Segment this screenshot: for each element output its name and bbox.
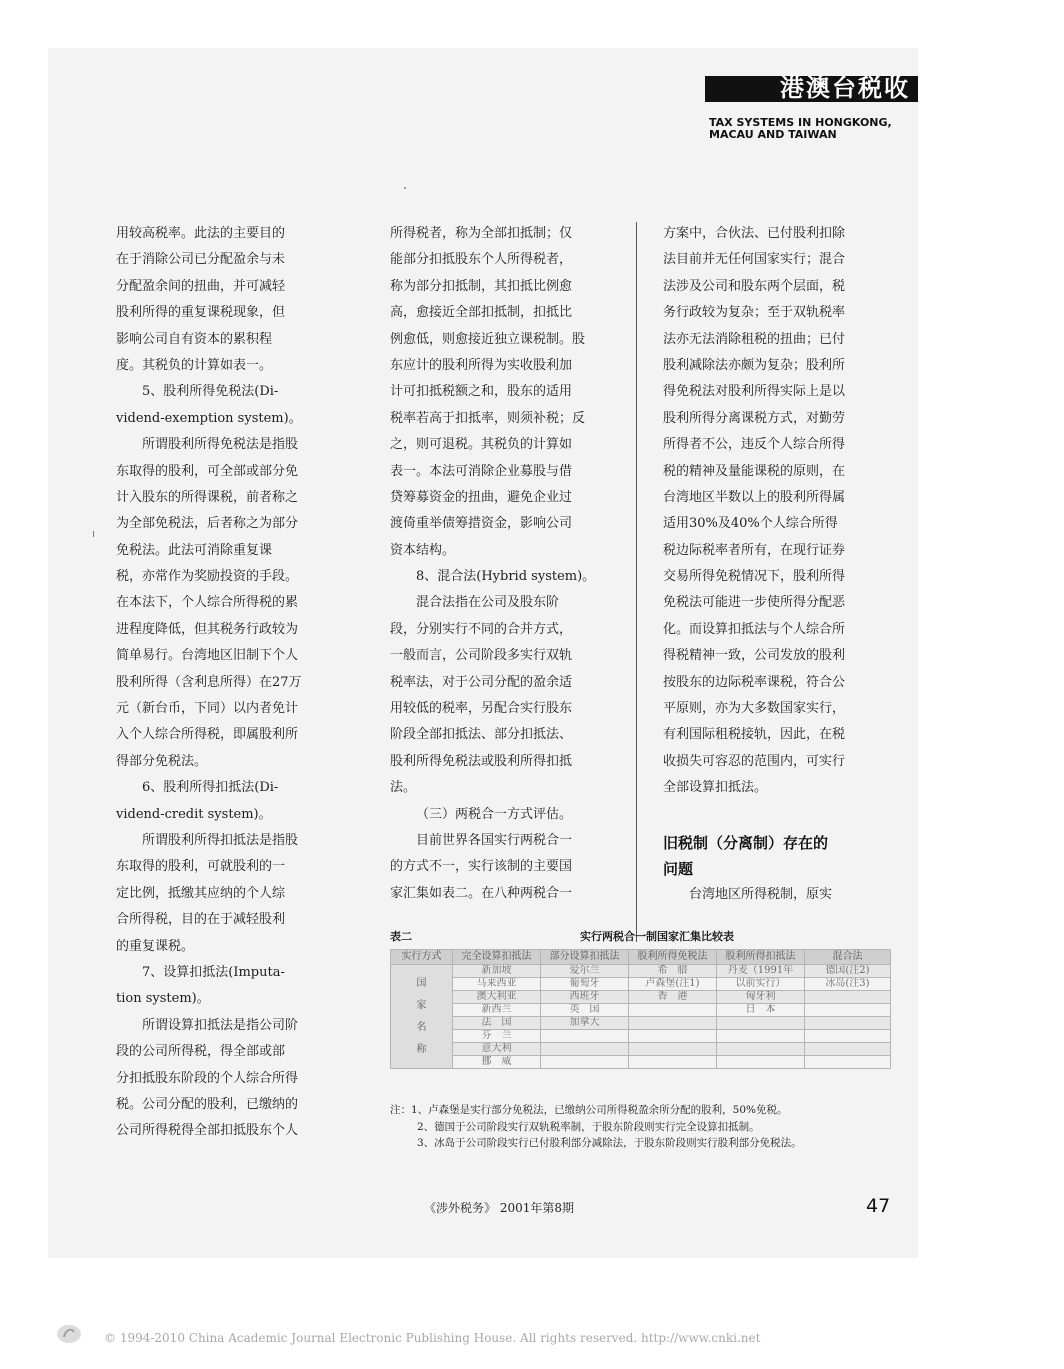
text-line: 交易所得免税情况下，股利所得 (663, 569, 846, 585)
text-line: 按股东的边际税率课税，符合公 (663, 674, 846, 690)
table-cell (805, 1056, 891, 1069)
text-line: 为全部免税法，后者称之为部分 (116, 516, 299, 532)
text-line: 所谓股利所得免税法是指股 (142, 437, 299, 453)
table-cell: 香 港 (629, 991, 717, 1004)
table-cell: 马来西亚 (453, 978, 541, 991)
text-line: 法涉及公司和股东两个层面，税 (663, 278, 846, 294)
text-line: 公司所得税得全部扣抵股东个人 (116, 1123, 299, 1139)
text-line: 目前世界各国实行两税合一 (416, 832, 573, 848)
text-line: 在于消除公司已分配盈余与未 (116, 252, 286, 268)
table-cell (541, 1056, 629, 1069)
text-line: 税率若高于扣抵率，则须补税；反 (390, 410, 586, 426)
table-header-cell: 完全设算扣抵法 (453, 950, 541, 965)
text-line: 进程度降低，但其税务行政较为 (116, 621, 299, 637)
text-line: 阶段全部扣抵法、部分扣抵法、 (390, 727, 573, 743)
table-label: 表二 (390, 930, 412, 943)
text-line: 免税法。此法可消除重复课 (116, 542, 273, 558)
table-cell (805, 1043, 891, 1056)
table-header-cell: 部分设算扣抵法 (541, 950, 629, 965)
text-line: 贷筹募资金的扭曲，避免企业过 (390, 489, 573, 505)
table-cell: 芬 兰 (453, 1030, 541, 1043)
text-column-right (663, 221, 891, 802)
table-notes (390, 1102, 802, 1152)
text-line: 适用30%及40%个人综合所得 (663, 516, 838, 532)
table-cell: 爱尔兰 (541, 965, 629, 978)
table-note: 2、德国于公司阶段实行双轨税率制，于股东阶段则实行完全设算扣抵制。 (417, 1120, 760, 1133)
table-cell (541, 1030, 629, 1043)
text-line: 法亦无法消除租税的扭曲；已付 (663, 331, 846, 347)
text-line: 股利所得分离课税方式，对勤劳 (663, 410, 846, 426)
table-cell (805, 991, 891, 1004)
scan-speck (404, 187, 406, 189)
text-line: 台湾地区半数以上的股利所得属 (663, 489, 846, 505)
text-line: 所谓股利所得扣抵法是指股 (142, 832, 299, 848)
table-cell (717, 1030, 805, 1043)
section-subtitle-en (709, 117, 939, 141)
row-label-char: 国 (416, 977, 427, 989)
text-line: 例愈低，则愈接近独立课税制。股 (390, 331, 586, 347)
text-line: 之，则可退税。其税负的计算如 (390, 437, 573, 453)
table-cell (629, 1004, 717, 1017)
table-header-cell: 实行方式 (391, 950, 453, 965)
text-line: 度。其税负的计算如表一。 (116, 357, 273, 373)
text-line: 化。而设算扣抵法与个人综合所 (663, 621, 846, 637)
text-line: 段，分别实行不同的合并方式， (390, 621, 573, 637)
table-cell: 法 国 (453, 1017, 541, 1030)
table-cell: 卢森堡(注1) (629, 978, 717, 991)
text-column-left (116, 221, 344, 1145)
table-header-cell: 股利所得扣抵法 (717, 950, 805, 965)
table-cell (717, 1056, 805, 1069)
text-line: 计可扣抵税额之和，股东的适用 (390, 384, 573, 400)
text-line: 股利所得免税法或股利所得扣抵 (390, 753, 573, 769)
table-cell (805, 1017, 891, 1030)
text-line: 东取得的股利，可就股利的一 (116, 859, 286, 875)
text-line: 表一。本法可消除企业募股与借 (390, 463, 573, 479)
table-cell: 日 本 (717, 1004, 805, 1017)
text-line: 入个人综合所得税，即属股利所 (116, 727, 299, 743)
table-cell: 冰岛(注3) (805, 978, 891, 991)
table-title: 实行两税合一制国家汇集比较表 (580, 930, 734, 943)
text-line: 税边际税率者所有，在现行证券 (663, 542, 846, 558)
table-cell: 葡萄牙 (541, 978, 629, 991)
table-cell: 澳大利亚 (453, 991, 541, 1004)
row-label-char: 名 (416, 1021, 427, 1033)
text-line: 台湾地区所得税制，原实 (689, 887, 833, 902)
text-line: 简单易行。台湾地区旧制下个人 (116, 648, 299, 664)
text-line: 分配盈余间的扭曲，并可减轻 (116, 278, 286, 294)
table-cell: 挪 威 (453, 1056, 541, 1069)
table-cell: 希 腊 (629, 965, 717, 978)
table-row-label (391, 965, 453, 1069)
text-line: 平原则，亦为大多数国家实行， (663, 701, 846, 717)
table-note: 注：1、卢森堡是实行部分免税法，已缴纳公司所得税盈余所分配的股利，50%免税。 (390, 1104, 788, 1116)
table-row (391, 1043, 891, 1056)
text-line: 东取得的股利，可全部或部分免 (116, 463, 299, 479)
section-subtitle-line: MACAU AND TAIWAN (709, 128, 837, 141)
text-after-heading (663, 882, 891, 908)
text-line: 所谓设算扣抵法是指公司阶 (142, 1017, 299, 1033)
table-cell: 英 国 (541, 1004, 629, 1017)
text-line: 股利所得（含利息所得）在27万 (116, 674, 302, 690)
text-line: 渡倚重举债筹措资金，影响公司 (390, 516, 573, 532)
text-line: 混合法指在公司及股东阶 (416, 595, 560, 611)
scan-mark (93, 531, 94, 537)
table-row (391, 1056, 891, 1069)
row-label-char: 家 (416, 999, 427, 1011)
text-line: 8、混合法(Hybrid system)。 (416, 569, 596, 585)
text-line: tion system)。 (116, 991, 210, 1007)
section-title: 港澳台税收 (780, 74, 910, 102)
table-cell (629, 1043, 717, 1056)
text-line: 东应计的股利所得为实收股利加 (390, 357, 573, 373)
section-heading-line: 旧税制（分离制）存在的 (663, 834, 829, 852)
text-line: 所得税者，称为全部扣抵制；仅 (390, 226, 573, 241)
text-line: （三）两税合一方式评估。 (416, 806, 573, 822)
text-line: 税率法，对于公司分配的盈余适 (390, 674, 573, 690)
text-line: 得部分免税法。 (116, 753, 208, 769)
text-line: 的重复课税。 (116, 938, 195, 954)
text-line: 在本法下，个人综合所得税的累 (116, 595, 299, 611)
text-line: 法目前并无任何国家实行；混合 (663, 252, 846, 268)
text-line: 全部设算扣抵法。 (663, 780, 768, 796)
column-divider (636, 222, 637, 942)
text-line: vidend-credit system)。 (116, 806, 272, 822)
text-line: 高，愈接近全部扣抵制，扣抵比 (390, 305, 573, 321)
table-cell: 新西兰 (453, 1004, 541, 1017)
text-line: 能部分扣抵股东个人所得税者， (390, 252, 573, 268)
table-header-cell: 股利所得免税法 (629, 950, 717, 965)
text-line: 股利所得的重复课税现象，但 (116, 305, 286, 321)
table-cell: 加拿大 (541, 1017, 629, 1030)
table-cell (629, 1056, 717, 1069)
text-line: 段的公司所得税，得全部或部 (116, 1044, 286, 1060)
text-column-middle (390, 221, 618, 907)
text-line: 的方式不一，实行该制的主要国 (390, 859, 573, 875)
text-line: 一般而言，公司阶段多实行双轨 (390, 648, 573, 664)
text-line: 法。 (390, 780, 417, 796)
text-line: 用较低的税率，另配合实行股东 (390, 701, 573, 717)
table-row (391, 1017, 891, 1030)
table-cell (629, 1017, 717, 1030)
text-line: 6、股利所得扣抵法(Di- (142, 780, 279, 796)
text-line: 元（新台币，下同）以内者免计 (116, 701, 299, 717)
text-line: 免税法可能进一步使所得分配恶 (663, 595, 846, 611)
table-cell: 西班牙 (541, 991, 629, 1004)
text-line: 合所得税，目的在于减轻股利 (116, 912, 286, 928)
text-line: 分扣抵股东阶段的个人综合所得 (116, 1070, 299, 1086)
text-line: 计入股东的所得课税，前者称之 (116, 489, 299, 505)
text-line: 家汇集如表二。在八种两税合一 (390, 885, 573, 901)
table-row (391, 1004, 891, 1017)
table-cell: 丹麦（1991年 (717, 965, 805, 978)
text-line: 有利国际租税接轨，因此，在税 (663, 727, 846, 743)
table-cell: 新加坡 (453, 965, 541, 978)
page-number: 47 (866, 1195, 891, 1217)
section-heading-line: 问题 (663, 860, 694, 878)
table-cell (541, 1043, 629, 1056)
text-line: 定比例，抵缴其应纳的个人综 (116, 885, 286, 901)
table-row (391, 1030, 891, 1043)
section-heading (663, 830, 898, 882)
text-line: 得税精神一致，公司发放的股利 (663, 648, 846, 664)
table-cell (805, 1004, 891, 1017)
text-line: 称为部分扣抵制，其扣抵比例愈 (390, 278, 573, 294)
text-line: 资本结构。 (390, 542, 456, 558)
copyright-notice: © 1994-2010 China Academic Journal Electronic Publishing House. All rights reserved. http://www.cnki.net (104, 1331, 761, 1345)
text-line: 务行政较为复杂；至于双轨税率 (663, 305, 846, 321)
table-cell (717, 1043, 805, 1056)
text-line: 收损失可容忍的范围内，可实行 (663, 753, 846, 769)
text-line: 得免税法对股利所得实际上是以 (663, 384, 846, 400)
text-line: 税，亦常作为奖励投资的手段。 (116, 569, 299, 585)
table-row (391, 978, 891, 991)
text-line: 用较高税率。此法的主要目的 (116, 226, 286, 241)
text-line: 7、设算扣抵法(Imputa- (142, 964, 285, 980)
text-line: 股利减除法亦颇为复杂；股利所 (663, 357, 846, 373)
row-label-char: 称 (416, 1043, 427, 1055)
table-cell (805, 1030, 891, 1043)
table-cell: 意大利 (453, 1043, 541, 1056)
table-cell: 德国(注2) (805, 965, 891, 978)
text-line: 所得者不公，违反个人综合所得 (663, 437, 846, 453)
text-line: 5、股利所得免税法(Di- (142, 384, 279, 400)
table-row (391, 965, 891, 978)
section-subtitle-line: TAX SYSTEMS IN HONGKONG, (709, 116, 892, 129)
table-header-cell: 混合法 (805, 950, 891, 965)
table-cell (629, 1030, 717, 1043)
text-line: 方案中，合伙法、已付股利扣除 (663, 226, 846, 241)
text-line: 税。公司分配的股利，已缴纳的 (116, 1096, 299, 1112)
table-cell: 以前实行） (717, 978, 805, 991)
table-row (391, 991, 891, 1004)
table-cell: 匈牙利 (717, 991, 805, 1004)
text-line: 税的精神及量能课税的原则，在 (663, 463, 846, 479)
comparison-table (390, 949, 891, 1069)
text-line: vidend-exemption system)。 (116, 410, 302, 426)
table-note: 3、冰岛于公司阶段实行已付股利部分减除法，于股东阶段则实行股利部分免税法。 (417, 1137, 802, 1149)
cnki-logo-icon (55, 1322, 83, 1346)
text-line: 影响公司自有资本的累积程 (116, 331, 273, 347)
table-cell (717, 1017, 805, 1030)
journal-footer: 《涉外税务》 2001年第8期 (424, 1201, 574, 1215)
